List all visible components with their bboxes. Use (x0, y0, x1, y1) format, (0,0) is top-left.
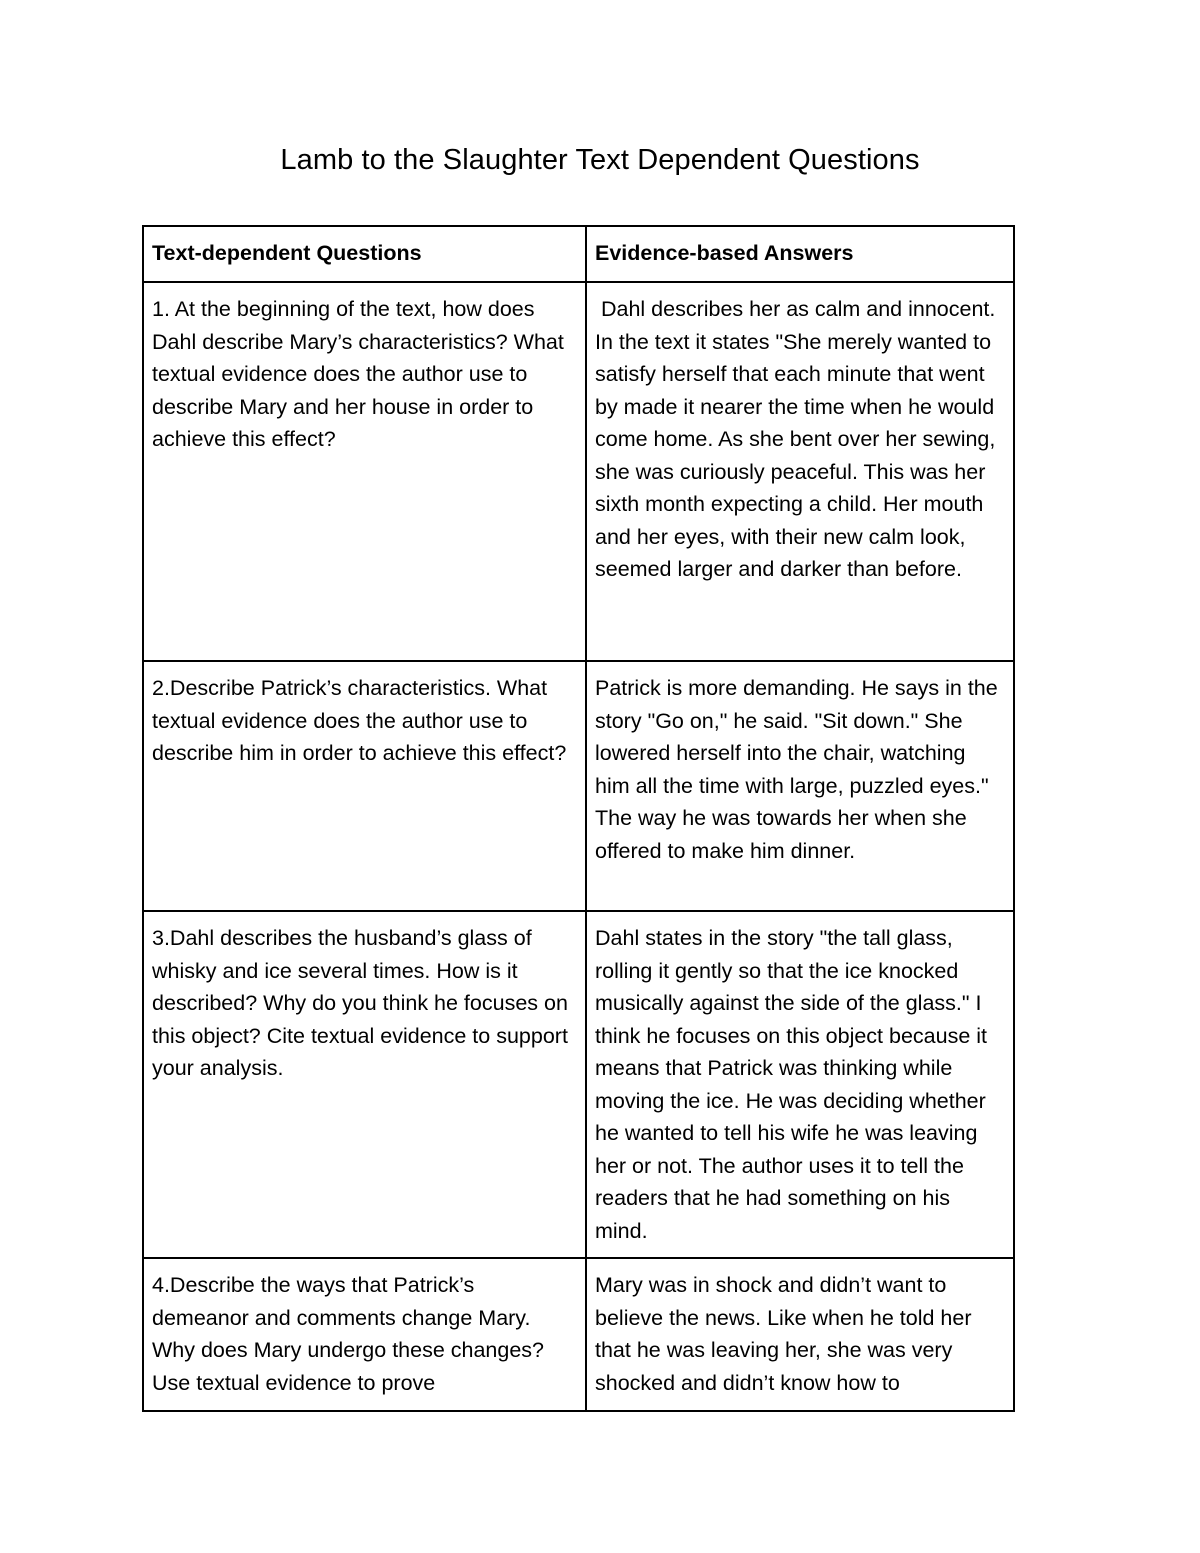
answer-cell: Mary was in shock and didn’t want to believe the news. Like when he told her that he was leaving her, she was very shocked and didn’t know how to (586, 1258, 1014, 1411)
table-header-row (143, 226, 1014, 282)
answer-cell: Dahl states in the story "the tall glass, rolling it gently so that the ice knocked musically against the side of the glass." I think he focuses on this object because it means that Patrick was thinking while moving the ice. He was deciding whether he wanted to tell his wife he was leaving her or not. The author uses it to tell the readers that he had something on his mind. (586, 911, 1014, 1258)
question-cell: 4.Describe the ways that Patrick’s demeanor and comments change Mary. Why does Mary undergo these changes? Use textual evidence to prove (143, 1258, 586, 1411)
header-answers: Evidence-based Answers (586, 226, 1014, 282)
question-cell: 1. At the beginning of the text, how does Dahl describe Mary’s characteristics? What textual evidence does the author use to describe Mary and her house in order to achieve this effect? (143, 282, 586, 661)
question-cell: 3.Dahl describes the husband’s glass of whisky and ice several times. How is it described? Why do you think he focuses on this object? Cite textual evidence to support your analysis. (143, 911, 586, 1258)
table-row (143, 911, 1014, 1258)
answer-cell: Dahl describes her as calm and innocent. In the text it states "She merely wanted to satisfy herself that each minute that went by made it nearer the time when he would come home. As she bent over her sewing, she was curiously peaceful. This was her sixth month expecting a child. Her mouth and her eyes, with their new calm look, seemed larger and darker than before. (586, 282, 1014, 661)
table-row (143, 661, 1014, 911)
answer-cell: Patrick is more demanding. He says in the story "Go on," he said. "Sit down." She lowered herself into the chair, watching him all the time with large, puzzled eyes." The way he was towards her when she offered to make him dinner. (586, 661, 1014, 911)
qa-table (142, 225, 1015, 1412)
table-row (143, 1258, 1014, 1411)
header-questions: Text-dependent Questions (143, 226, 586, 282)
table-row (143, 282, 1014, 661)
question-cell: 2.Describe Patrick’s characteristics. What textual evidence does the author use to describe him in order to achieve this effect? (143, 661, 586, 911)
page-title: Lamb to the Slaughter Text Dependent Questions (280, 144, 920, 176)
